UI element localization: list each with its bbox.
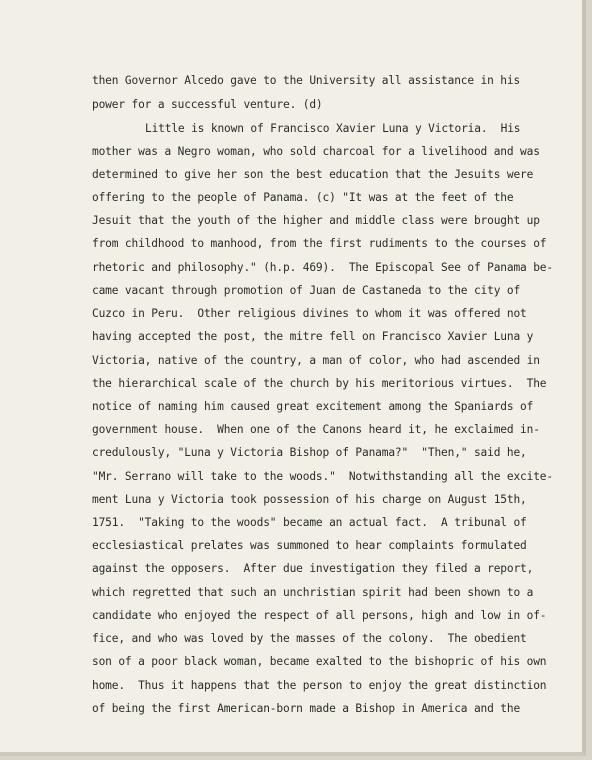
text-line-24: candidate who enjoyed the respect of all persons, high and low in of- [92,609,547,622]
text-line-13: Victoria, native of the country, a man of color, who had ascended in [92,354,540,367]
text-line-27: home. Thus it happens that the person to enjoy the great distinction [92,679,547,692]
text-line-18: "Mr. Serrano will take to the woods." Notwithstanding all the excite- [92,470,553,483]
text-line-28: of being the first American-born made a Bishop in America and the [92,702,521,715]
text-line-21: ecclesiastical prelates was summoned to hear complaints formulated [92,539,527,552]
text-line-23: which regretted that such an unchristian spirit had been shown to a [92,586,534,599]
text-line-15: notice of naming him caused great excitement among the Spaniards of [92,400,534,413]
text-line-12: having accepted the post, the mitre fell on Francisco Xavier Luna y [92,330,534,343]
text-line-1: then Governor Alcedo gave to the University all assistance in his [92,74,521,87]
text-line-5: determined to give her son the best education that the Jesuits were [92,168,534,181]
text-line-19: ment Luna y Victoria took possession of his charge on August 15th, [92,493,527,506]
text-line-3: Little is known of Francisco Xavier Luna y Victoria. His [145,122,521,135]
text-line-10: came vacant through promotion of Juan de Castaneda to the city of [92,284,521,297]
text-line-17: credulously, "Luna y Victoria Bishop of Panama?" "Then," said he, [92,446,527,459]
text-line-6: offering to the people of Panama. (c) "It was at the feet of the [92,191,514,204]
text-line-25: fice, and who was loved by the masses of the colony. The obedient [92,632,527,645]
text-line-20: 1751. "Taking to the woods" became an actual fact. A tribunal of [92,516,527,529]
text-line-11: Cuzco in Peru. Other religious divines to whom it was offered not [92,307,527,320]
text-line-9: rhetoric and philosophy." (h.p. 469). The Episcopal See of Panama be- [92,261,553,274]
text-line-26: son of a poor black woman, became exalted to the bishopric of his own [92,655,547,668]
text-line-22: against the opposers. After due investigation they filed a report, [92,562,534,575]
text-line-16: government house. When one of the Canons heard it, he exclaimed in- [92,423,540,436]
text-line-2: power for a successful venture. (d) [92,98,323,111]
text-line-14: the hierarchical scale of the church by his meritorious virtues. The [92,377,547,390]
text-line-7: Jesuit that the youth of the higher and middle class were brought up [92,214,540,227]
text-line-4: mother was a Negro woman, who sold charcoal for a livelihood and was [92,145,540,158]
text-line-8: from childhood to manhood, from the first rudiments to the courses of [92,237,547,250]
